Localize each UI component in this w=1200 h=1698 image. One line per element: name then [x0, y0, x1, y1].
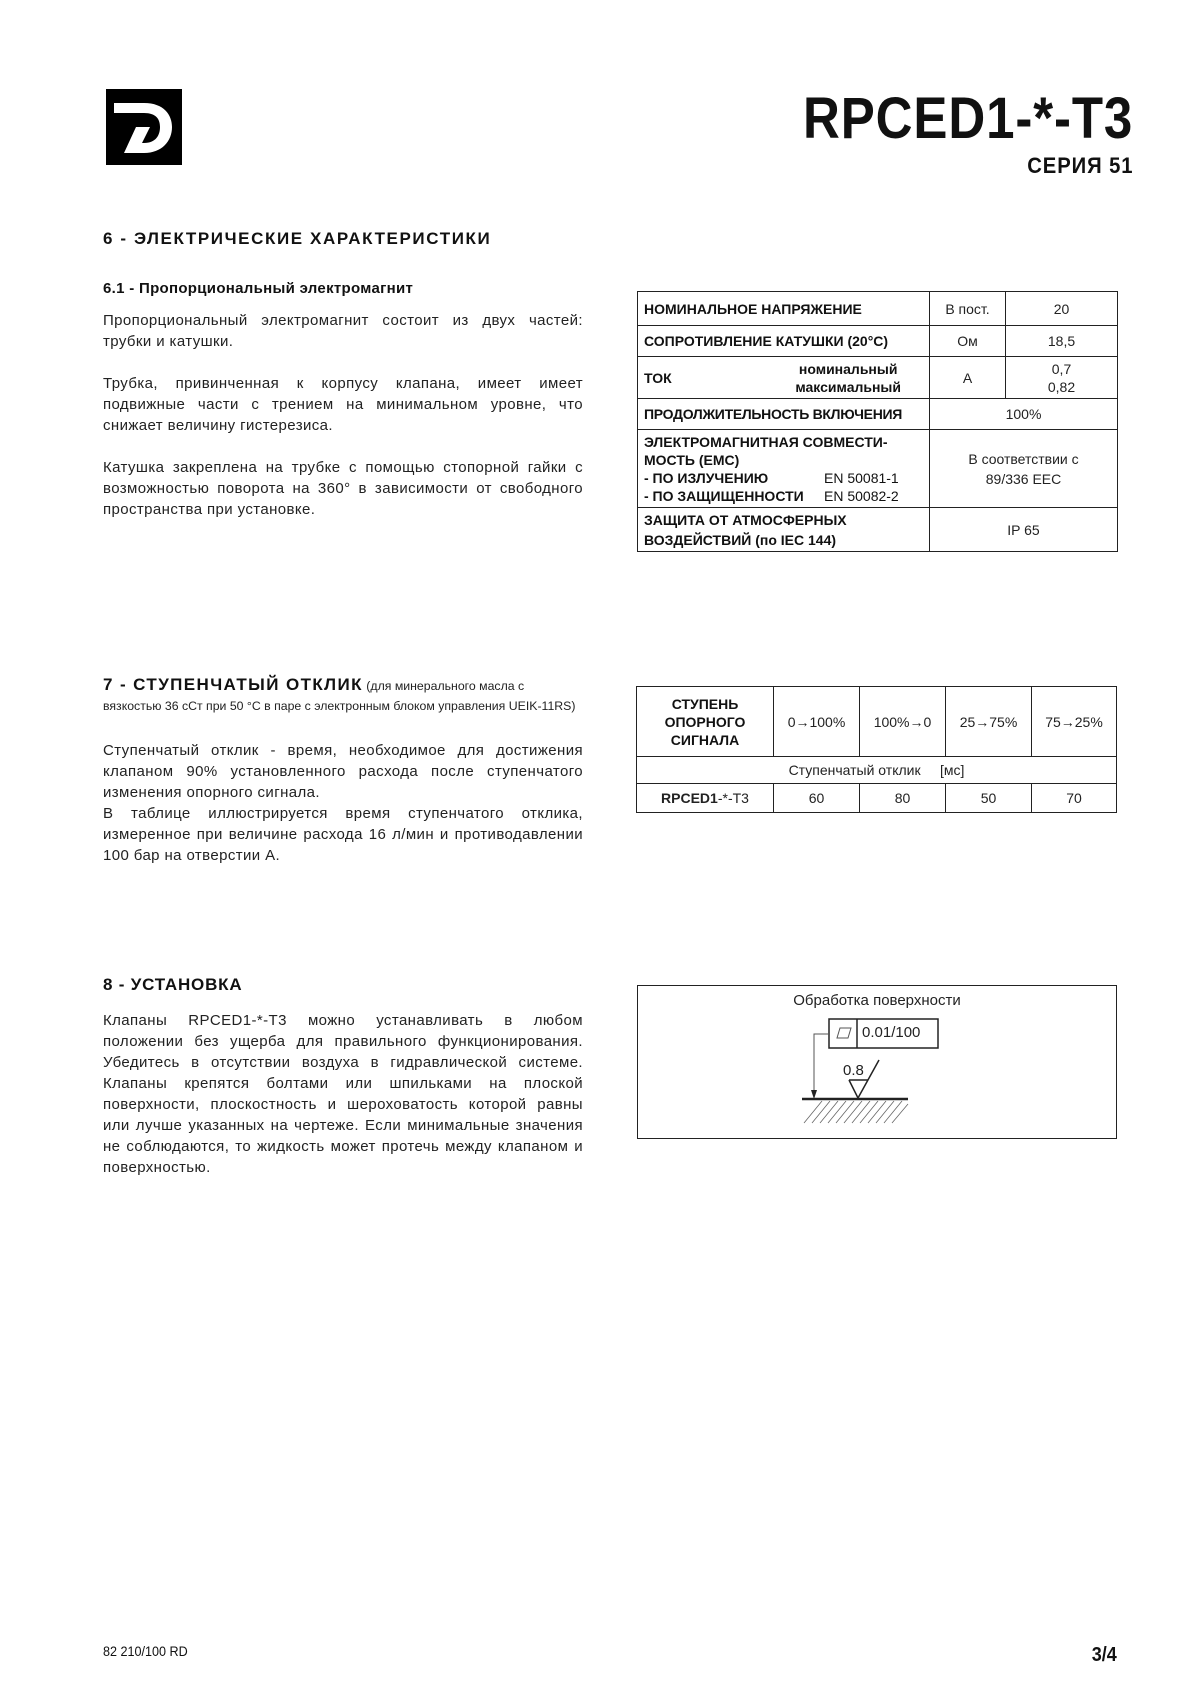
series-label: СЕРИЯ 51 [1026, 153, 1133, 178]
column-header: 100%→0 [860, 687, 946, 757]
spec-value: IP 65 [930, 508, 1118, 552]
table-row [638, 292, 1118, 326]
current-nominal-value: 0,7 [1051, 360, 1072, 377]
spec-label [638, 430, 930, 508]
row-label [637, 784, 774, 813]
protection-label-line2: ВОЗДЕЙСТВИЙ (по IEC 144) [644, 531, 837, 548]
section-6-1-title: 6.1 - Пропорциональный электромагнит [103, 280, 414, 297]
emc-label-line2: МОСТЬ (EMC) [644, 451, 740, 468]
diagram-title: Обработка поверхности [793, 992, 961, 1009]
step-response-unit-label: Ступенчатый отклик [мс] [637, 757, 1117, 784]
header-line: ОПОРНОГО [664, 713, 746, 730]
table-row [638, 399, 1118, 430]
table-row [637, 784, 1117, 813]
spec-value: 100% [930, 399, 1118, 430]
emc-label-line1: ЭЛЕКТРОМАГНИТНАЯ СОВМЕСТИ- [644, 433, 888, 450]
column-header: 0→100% [774, 687, 860, 757]
section-7-title-note: (для минерального масла с вязкостью 36 сСт при 50 °C в паре с электронным блоком управления UEIK-11RS) [103, 679, 576, 713]
paragraph: Трубка, привинченная к корпусу клапана, имеет имеет подвижные части с трением на минимальном уровне, что снижает величину гистерезиса. [103, 375, 583, 434]
paragraph: В таблице иллюстрируется время ступенчатого отклика, измеренное при величине расхода 16 л/мин и противодавлении 100 бар на отверстии А. [103, 805, 583, 864]
spec-unit: А [930, 357, 1006, 399]
spec-value: 20 [1006, 292, 1118, 326]
emc-value-line2: 89/336 EEC [985, 470, 1062, 487]
table-row [638, 508, 1118, 552]
spec-value [1006, 357, 1118, 399]
current-max-label: максимальный [795, 378, 901, 395]
column-header: 25→75% [946, 687, 1032, 757]
table-cell: 60 [774, 784, 860, 813]
section-7-title: 7 - СТУПЕНЧАТЫЙ ОТКЛИК [103, 675, 363, 694]
paragraph: Катушка закреплена на трубке с помощью стопорной гайки с возможностью поворота на 360° в зависимости от свободного пространства при установке. [103, 459, 583, 518]
table-row [638, 326, 1118, 357]
table-header-row [637, 687, 1117, 757]
table-cell: 50 [946, 784, 1032, 813]
paragraph: Ступенчатый отклик - время, необходимое для достижения клапаном 90% установленного расхода после ступенчатого изменения опорного сигнала. [103, 742, 583, 801]
document-code: 82 210/100 RD [103, 1643, 188, 1659]
spec-value: 18,5 [1006, 326, 1118, 357]
current-label: ТОК [644, 369, 672, 386]
protection-label-line1: ЗАЩИТА ОТ АТМОСФЕРНЫХ [644, 511, 847, 528]
emc-immunity-standard: EN 50082-2 [824, 487, 899, 504]
row-label-suffix: -*-T3 [717, 790, 749, 806]
spec-label [638, 357, 930, 399]
current-nominal-label: номинальный [798, 360, 898, 377]
section-7-heading [103, 675, 583, 716]
column-header: 75→25% [1032, 687, 1117, 757]
spec-label: СОПРОТИВЛЕНИЕ КАТУШКИ (20°C) [638, 326, 930, 357]
header-line: СТУПЕНЬ [671, 695, 739, 712]
table-row [638, 430, 1118, 508]
emc-emission-standard: EN 50081-1 [824, 469, 899, 486]
reference-step-header [637, 687, 774, 757]
section-6-body [103, 310, 583, 541]
table-row [638, 357, 1118, 399]
surface-finish-diagram [637, 985, 1117, 1139]
emc-immunity-label: - ПО ЗАЩИЩЕННОСТИ [644, 487, 804, 504]
section-7-body [103, 740, 583, 866]
row-label-bold: RPCED1 [661, 790, 718, 806]
current-max-value: 0,82 [1047, 378, 1076, 395]
paragraph: Пропорциональный электромагнит состоит из двух частей: трубки и катушки. [103, 312, 583, 350]
emc-value-line1: В соответствии с [968, 450, 1079, 467]
table-cell: 80 [860, 784, 946, 813]
table-subheader-row [637, 757, 1117, 784]
spec-label: ПРОДОЛЖИТЕЛЬНОСТЬ ВКЛЮЧЕНИЯ [638, 399, 930, 430]
page-number: 3/4 [1091, 1644, 1117, 1666]
spec-label [638, 508, 930, 552]
section-6-title: 6 - ЭЛЕКТРИЧЕСКИЕ ХАРАКТЕРИСТИКИ [103, 229, 492, 248]
roughness-value: 0.8 [843, 1062, 864, 1079]
spec-unit: В пост. [930, 292, 1006, 326]
header-line: СИГНАЛА [670, 731, 740, 748]
duplomatic-logo-icon [106, 89, 182, 165]
step-response-table [636, 686, 1117, 813]
spec-value [930, 430, 1118, 508]
model-title: RPCED1-*-T3 [802, 86, 1133, 151]
electrical-spec-table [637, 291, 1118, 552]
emc-emission-label: - ПО ИЗЛУЧЕНИЮ [644, 469, 769, 486]
spec-label: НОМИНАЛЬНОЕ НАПРЯЖЕНИЕ [638, 292, 930, 326]
flatness-value: 0.01/100 [862, 1024, 921, 1041]
section-8-title: 8 - УСТАНОВКА [103, 975, 243, 994]
table-cell: 70 [1032, 784, 1117, 813]
section-8-body: Клапаны RPCED1-*-T3 можно устанавливать в любом положении без ущерба для правильного функционирования. Убедитесь в отсутствии воздуха в гидравлической системе. Клапаны крепятся болтами или шпильками на плоской поверхности, плоскостность и шероховатость которой равны или лучше указанных на чертеже. Если минимальные значения не соблюдаются, то жидкость может протечь между клапаном и поверхностью. [103, 1012, 583, 1176]
flatness-parallelogram-icon [836, 1026, 852, 1040]
spec-unit: Ом [930, 326, 1006, 357]
surface-finish-drawing [638, 986, 1116, 1138]
